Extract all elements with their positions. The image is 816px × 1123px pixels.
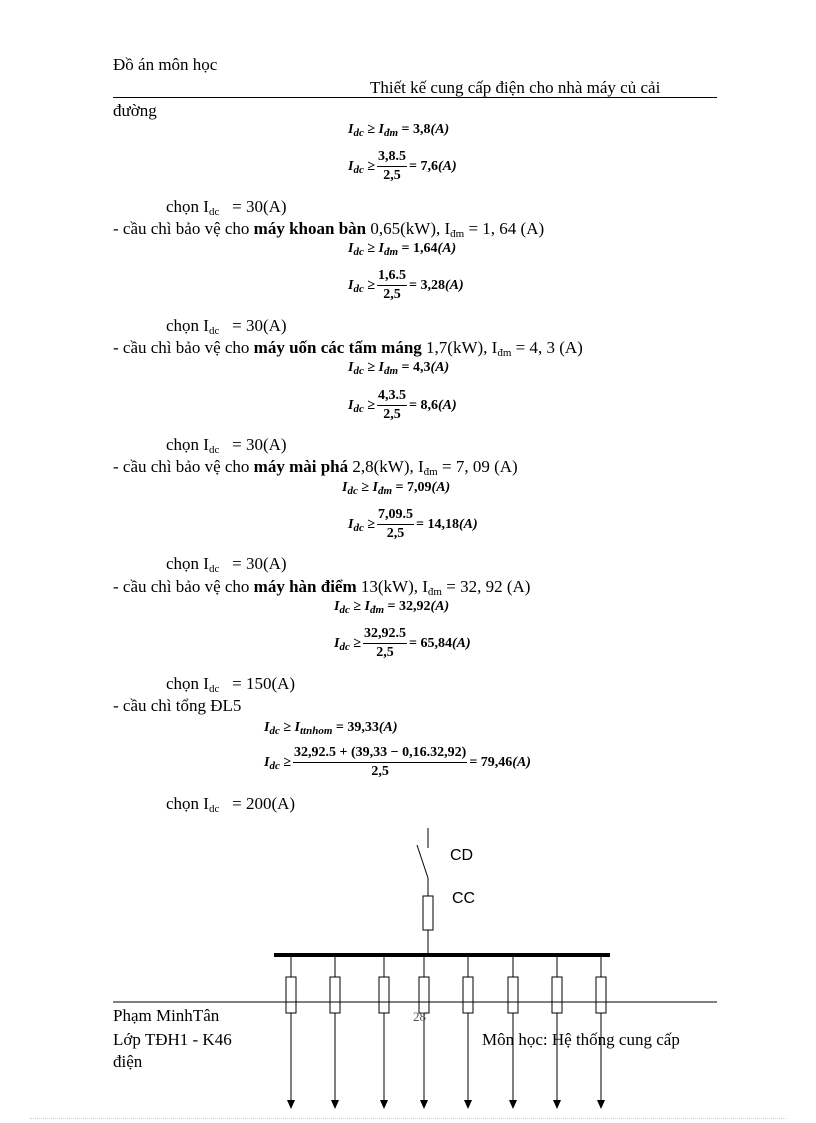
equation-idc-fraction: $I_{dc}$ ≥ $\frac{3,8.5}{2,5}$ = 7,6(A): [348, 149, 457, 183]
header-left: Đồ án môn học: [113, 55, 218, 74]
choose-line: chọn $I_{dc}$ = 30(A): [166, 435, 287, 456]
disconnector-cd: [417, 828, 428, 896]
page-edge-dots: [30, 1118, 786, 1119]
fuse-item-mai-pha: - cầu chì bảo vệ cho máy mài phá 2,8(kW), $I_{đm} = 7$, 09 (A): [113, 457, 518, 478]
equation-idc-ge-idm: $I_{dc} \ge I_{đm} = 7,09(A)$: [342, 480, 451, 497]
feeder-branch: [330, 957, 340, 1109]
branch-arrow: [420, 1100, 428, 1109]
branch-arrow: [553, 1100, 561, 1109]
feeder-branch: [286, 957, 296, 1109]
branch-arrow: [287, 1100, 295, 1109]
fuse-cc: [423, 896, 433, 954]
cc-label: CC: [452, 890, 476, 907]
feeder-branch: [379, 957, 389, 1109]
branch-fuse: [596, 977, 606, 1013]
equation-idc-fraction: $I_{dc}$ ≥ $\frac{4,3.5}{2,5}$ = 8,6(A): [348, 388, 457, 422]
choose-line: chọn $I_{dc}$ = 30(A): [166, 554, 287, 575]
feeder-branch: [463, 957, 473, 1109]
equation-idc-fraction: $I_{dc}$ ≥ $\frac{1,6.5}{2,5}$ = 3,28(A): [348, 268, 464, 302]
equation-idc-ge-idm: $I_{dc} \ge I_{đm} = 3,8(A)$: [348, 122, 450, 139]
branch-arrow: [380, 1100, 388, 1109]
branch-arrow: [464, 1100, 472, 1109]
choose-line: chọn $I_{dc}$ = 200(A): [166, 794, 296, 815]
equation-idc-ge-idm: $I_{dc} \ge I_{đm} = 1,64(A)$: [348, 241, 457, 258]
page-number: 28: [413, 1009, 426, 1024]
branch-fuse: [419, 977, 429, 1013]
branch-fuse: [379, 977, 389, 1013]
continuation-word: đường: [113, 101, 157, 120]
branch-fuse: [508, 977, 518, 1013]
footer-subject-cont: điện: [113, 1052, 143, 1071]
footer-subject: Môn học: Hệ thống cung cấp: [482, 1030, 680, 1049]
fuse-item-khoan-ban: - cầu chì bảo vệ cho máy khoan bàn 0,65(kW), $I_{đm} = 1$, 64 (A): [113, 219, 545, 240]
branch-fuse: [286, 977, 296, 1013]
equation-idc-ge-idm: $I_{dc} \ge I_{đm} = 32,92(A)$: [334, 599, 450, 616]
equation-idc-fraction: $I_{dc}$ ≥ $\frac{32,92.5}{2,5}$ = 65,84(A): [334, 626, 471, 660]
fuse-item-uon-tam-mang: - cầu chì bảo vệ cho máy uốn các tấm máng 1,7(kW), $I_{đm} = 4$, 3 (A): [113, 338, 583, 359]
footer-class: Lớp TĐH1 - K46: [113, 1030, 232, 1049]
fuse-item-han-diem: - cầu chì bảo vệ cho máy hàn điểm 13(kW), $I_{đm} = 32$, 92 (A): [113, 577, 531, 598]
branch-arrow: [597, 1100, 605, 1109]
choose-line: chọn $I_{dc}$ = 30(A): [166, 197, 287, 218]
footer-author: Phạm MinhTân: [113, 1006, 220, 1025]
equation-idc-total-fraction: $I_{dc}$ ≥ $\frac{32,92.5 + (39,33 - 0,16.32,92)}{2,5}$ = 79,46(A): [264, 745, 531, 779]
branch-arrow: [331, 1100, 339, 1109]
branch-arrow: [509, 1100, 517, 1109]
choose-line: chọn $I_{dc}$ = 150(A): [166, 674, 296, 695]
cd-label: CD: [450, 847, 474, 864]
feeder-branch: [419, 957, 429, 1109]
fuse-total-dl5: - cầu chì tổng ĐL5: [113, 696, 242, 715]
equation-idc-ge-idm: $I_{dc} \ge I_{đm} = 4,3(A)$: [348, 360, 450, 377]
choose-line: chọn $I_{dc}$ = 30(A): [166, 316, 287, 337]
branch-fuse: [552, 977, 562, 1013]
branch-fuse: [463, 977, 473, 1013]
header-right: Thiết kế cung cấp điện cho nhà máy củ cải: [370, 78, 661, 97]
branch-fuse: [330, 977, 340, 1013]
equation-idc-fraction: $I_{dc}$ ≥ $\frac{7,09.5}{2,5}$ = 14,18(A): [348, 507, 478, 541]
equation-idc-ge-ittnhom: $I_{dc} \ge I_{ttnhom} = 39,33(A)$: [264, 720, 398, 737]
